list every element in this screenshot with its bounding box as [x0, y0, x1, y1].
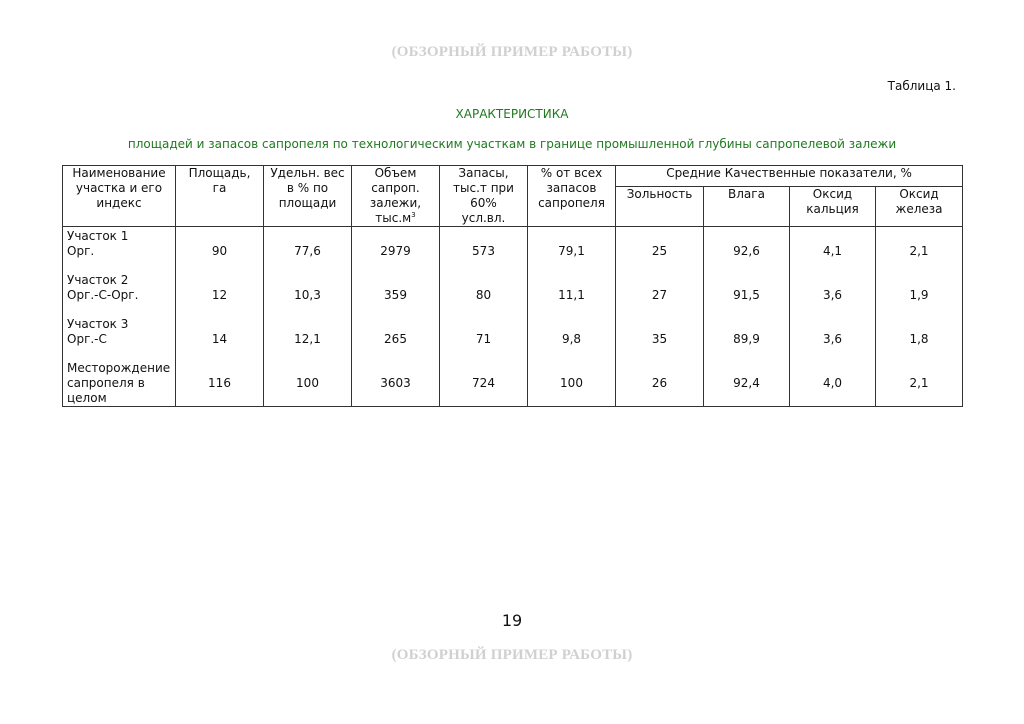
cell-name: Месторождение сапропеля в целом: [63, 347, 176, 407]
table-row: [63, 303, 963, 347]
cell-reserves: 573: [440, 227, 528, 260]
cell-specific-weight: 100: [264, 347, 352, 407]
cell-volume: 359: [352, 259, 440, 303]
cell-percent: 9,8: [528, 303, 616, 347]
cell-ash: 27: [616, 259, 704, 303]
cell-percent: 11,1: [528, 259, 616, 303]
header-specific-weight: Удельн. вес в % по площади: [264, 166, 352, 227]
cell-moisture: 92,6: [704, 227, 790, 260]
cell-moisture: 91,5: [704, 259, 790, 303]
reserves-table: [62, 165, 963, 407]
header-moisture: Влага: [704, 186, 790, 226]
table-title: ХАРАКТЕРИСТИКА: [455, 107, 569, 121]
cell-calcium-oxide: 3,6: [790, 259, 876, 303]
table-row: [63, 259, 963, 303]
cell-specific-weight: 77,6: [264, 227, 352, 260]
cell-volume: 265: [352, 303, 440, 347]
table-number: Таблица 1.: [887, 79, 956, 93]
cell-moisture: 92,4: [704, 347, 790, 407]
watermark-bottom: (ОБЗОРНЫЙ ПРИМЕР РАБОТЫ): [391, 647, 633, 663]
table-subtitle: площадей и запасов сапропеля по технологическим участкам в границе промышленной глубины сапропелевой залежи: [127, 137, 897, 151]
cell-volume: 2979: [352, 227, 440, 260]
cell-specific-weight: 12,1: [264, 303, 352, 347]
header-area: Площадь, га: [176, 166, 264, 227]
cell-area: 90: [176, 227, 264, 260]
table-row: [63, 227, 963, 260]
cell-volume: 3603: [352, 347, 440, 407]
cell-name: Участок 2 Орг.-С-Орг.: [63, 259, 176, 303]
cell-percent: 79,1: [528, 227, 616, 260]
header-volume: Объем сапроп. залежи, $тыс.м^3$: [352, 166, 440, 227]
header-reserves: Запасы, тыс.т при 60% усл.вл.: [440, 166, 528, 227]
header-name: Наименование участка и его индекс: [63, 166, 176, 227]
cell-iron-oxide: 1,9: [876, 259, 963, 303]
cell-name: Участок 1 Орг.: [63, 227, 176, 260]
cell-percent: 100: [528, 347, 616, 407]
header-ash: Зольность: [616, 186, 704, 226]
cell-reserves: 80: [440, 259, 528, 303]
header-percent: % от всех запасов сапропеля: [528, 166, 616, 227]
header-quality-group: Средние Качественные показатели, %: [616, 166, 963, 187]
cell-ash: 26: [616, 347, 704, 407]
cell-ash: 35: [616, 303, 704, 347]
cell-calcium-oxide: 4,1: [790, 227, 876, 260]
cell-area: 14: [176, 303, 264, 347]
cell-name: Участок 3 Орг.-С: [63, 303, 176, 347]
cell-iron-oxide: 1,8: [876, 303, 963, 347]
cell-calcium-oxide: 3,6: [790, 303, 876, 347]
cell-calcium-oxide: 4,0: [790, 347, 876, 407]
cell-area: 116: [176, 347, 264, 407]
header-iron-oxide: Оксид железа: [876, 186, 963, 226]
cell-specific-weight: 10,3: [264, 259, 352, 303]
watermark-top: (ОБЗОРНЫЙ ПРИМЕР РАБОТЫ): [391, 44, 633, 60]
page-number: 19: [501, 611, 523, 630]
cell-ash: 25: [616, 227, 704, 260]
cell-area: 12: [176, 259, 264, 303]
cell-reserves: 724: [440, 347, 528, 407]
cell-iron-oxide: 2,1: [876, 227, 963, 260]
cell-iron-oxide: 2,1: [876, 347, 963, 407]
header-calcium-oxide: Оксид кальция: [790, 186, 876, 226]
cell-moisture: 89,9: [704, 303, 790, 347]
cell-reserves: 71: [440, 303, 528, 347]
table-row: [63, 347, 963, 407]
